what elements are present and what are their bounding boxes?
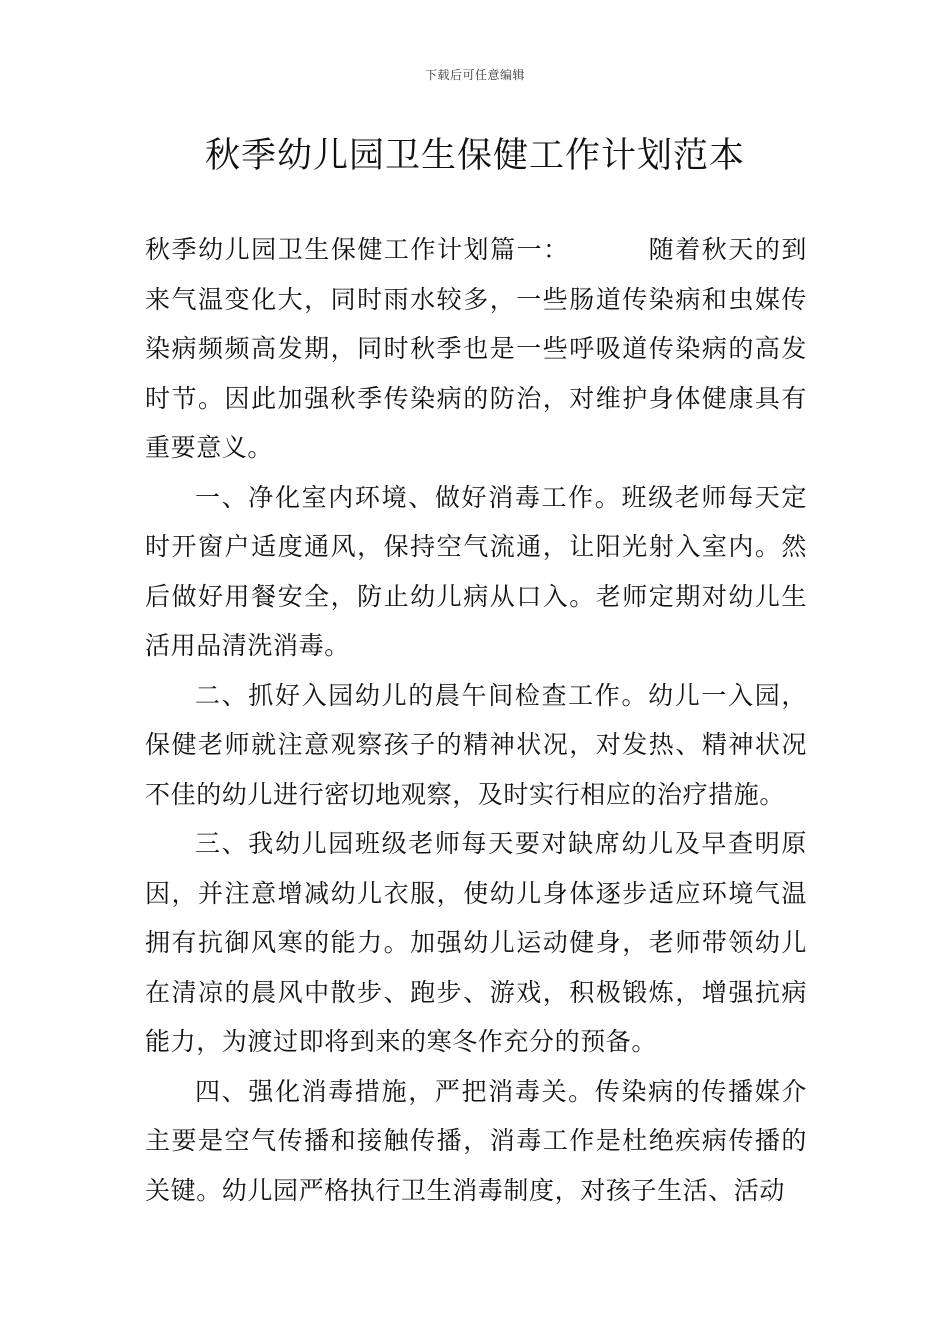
intro-heading: 秋季幼儿园卫生保健工作计划篇一： [145, 235, 570, 264]
intro-text: 随着秋天的到来气温变化大，同时雨水较多，一些肠道传染病和虫媒传染病频频高发期，同时秋季也是一些呼吸道传染病的高发时节。因此加强秋季传染病的防治，对维护身体健康具有重要意义。 [145, 235, 807, 462]
body-paragraph-1: 一、净化室内环境、做好消毒工作。班级老师每天定时开窗户适度通风，保持空气流通，让阳光射入室内。然后做好用餐安全，防止幼儿病从口入。老师定期对幼儿生活用品清洗消毒。 [145, 482, 807, 660]
body-paragraph-2: 二、抓好入园幼儿的晨午间检查工作。幼儿一入园，保健老师就注意观察孩子的精神状况，对发热、精神状况不佳的幼儿进行密切地观察，及时实行相应的治疗措施。 [145, 680, 807, 809]
document-title: 秋季幼儿园卫生保健工作计划范本 [204, 136, 745, 176]
body-paragraph-4: 四、强化消毒措施，严把消毒关。传染病的传播媒介主要是空气传播和接触传播，消毒工作是杜绝疾病传播的关键。幼儿园严格执行卫生消毒制度，对孩子生活、活动 [145, 1076, 807, 1205]
header-note: 下载后可任意编辑 [424, 68, 525, 82]
intro-paragraph [145, 225, 807, 473]
document-body [145, 225, 807, 1215]
body-paragraph-3: 三、我幼儿园班级老师每天要对缺席幼儿及早查明原因，并注意增减幼儿衣服，使幼儿身体逐步适应环境气温拥有抗御风寒的能力。加强幼儿运动健身，老师带领幼儿在清凉的晨风中散步、跑步、游戏，积极锻炼，增强抗病能力，为渡过即将到来的寒冬作充分的预备。 [145, 829, 807, 1056]
